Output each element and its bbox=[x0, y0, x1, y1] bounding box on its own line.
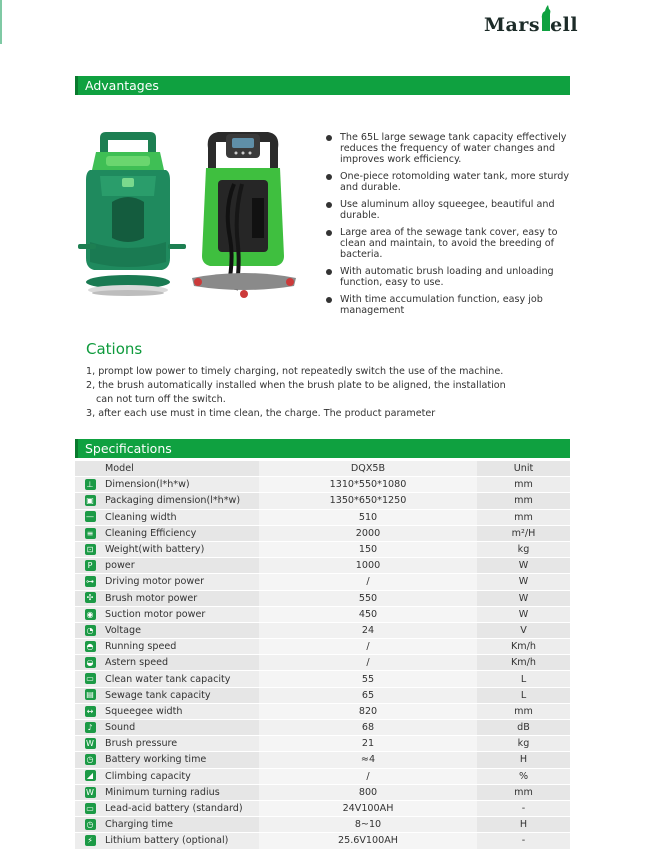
spec-value: 800 bbox=[259, 784, 477, 800]
spec-name: Sewage tank capacity bbox=[105, 687, 259, 703]
brush-motor-icon: ✣ bbox=[85, 592, 96, 603]
spec-unit: mm bbox=[477, 784, 570, 800]
spec-unit: mm bbox=[477, 477, 570, 493]
spec-value: 450 bbox=[259, 606, 477, 622]
spec-unit: H bbox=[477, 752, 570, 768]
spec-unit: mm bbox=[477, 509, 570, 525]
spec-unit: V bbox=[477, 622, 570, 638]
running-speed-icon: ◓ bbox=[85, 641, 96, 652]
battery-time-icon: ◷ bbox=[85, 754, 96, 765]
spec-name: Lithium battery (optional) bbox=[105, 833, 259, 849]
spec-value: 24 bbox=[259, 622, 477, 638]
spec-name: Suction motor power bbox=[105, 606, 259, 622]
table-row bbox=[75, 817, 570, 833]
astern-speed-icon: ◒ bbox=[85, 657, 96, 668]
advantages-list bbox=[325, 132, 575, 322]
table-row bbox=[75, 622, 570, 638]
spec-unit: Km/h bbox=[477, 655, 570, 671]
spec-unit: mm bbox=[477, 703, 570, 719]
table-row bbox=[75, 606, 570, 622]
spec-unit: W bbox=[477, 590, 570, 606]
table-row bbox=[75, 800, 570, 816]
spec-name: Minimum turning radius bbox=[105, 784, 259, 800]
dimension-icon: ⊥ bbox=[85, 479, 96, 490]
spec-value: / bbox=[259, 574, 477, 590]
spec-value: 24V100AH bbox=[259, 800, 477, 816]
spec-name: Cleaning width bbox=[105, 509, 259, 525]
charging-time-icon: ◷ bbox=[85, 819, 96, 830]
spec-name: Clean water tank capacity bbox=[105, 671, 259, 687]
spec-value: 510 bbox=[259, 509, 477, 525]
table-row bbox=[75, 541, 570, 557]
table-row bbox=[75, 590, 570, 606]
table-row bbox=[75, 493, 570, 509]
spec-unit: mm bbox=[477, 493, 570, 509]
spec-unit: W bbox=[477, 606, 570, 622]
advantage-item: With time accumulation function, easy job management bbox=[325, 294, 575, 316]
advantage-item: Use aluminum alloy squeegee, beautiful and durable. bbox=[325, 199, 575, 221]
spec-name: Brush pressure bbox=[105, 736, 259, 752]
cations-line-2: 2, the brush automatically installed when the brush plate to be aligned, the installation bbox=[86, 380, 506, 391]
spec-value: 820 bbox=[259, 703, 477, 719]
spec-unit: L bbox=[477, 687, 570, 703]
cations-text bbox=[86, 365, 556, 421]
advantages-header-accent bbox=[75, 76, 78, 95]
spec-value: 65 bbox=[259, 687, 477, 703]
spec-value: 25.6V100AH bbox=[259, 833, 477, 849]
advantage-item: Large area of the sewage tank cover, easy to clean and maintain, to avoid the breeding of bacteria. bbox=[325, 227, 575, 260]
turning-radius-icon: W bbox=[86, 787, 94, 797]
table-row bbox=[75, 833, 570, 849]
camel-icon bbox=[540, 17, 550, 31]
spec-unit: kg bbox=[477, 736, 570, 752]
spec-unit: Km/h bbox=[477, 639, 570, 655]
cations-line-2-cont: can not turn off the switch. bbox=[96, 394, 226, 405]
advantage-item: With automatic brush loading and unloading function, easy to use. bbox=[325, 266, 575, 288]
specifications-title: Specifications bbox=[85, 441, 172, 456]
specifications-table bbox=[75, 461, 570, 850]
spec-name: Astern speed bbox=[105, 655, 259, 671]
sewage-tank-icon: ▤ bbox=[86, 690, 94, 700]
spec-unit: kg bbox=[477, 541, 570, 557]
weight-icon: ⊡ bbox=[85, 544, 96, 555]
spec-name: Sound bbox=[105, 720, 259, 736]
voltage-icon: ◔ bbox=[85, 625, 96, 636]
spec-name: Charging time bbox=[105, 817, 259, 833]
sound-icon: ♪ bbox=[85, 722, 96, 733]
table-row bbox=[75, 768, 570, 784]
spec-unit: m²/H bbox=[477, 525, 570, 541]
cations-title: Cations bbox=[86, 340, 143, 358]
cations-line-1: 1, prompt low power to timely charging, not repeatedly switch the use of the machine. bbox=[86, 366, 504, 377]
efficiency-icon: ≡ bbox=[85, 528, 96, 539]
page-edge-line bbox=[0, 0, 2, 44]
spec-value: 1350*650*1250 bbox=[259, 493, 477, 509]
advantages-header bbox=[75, 76, 570, 95]
table-header-row bbox=[75, 461, 570, 477]
spec-unit: L bbox=[477, 671, 570, 687]
spec-unit: dB bbox=[477, 720, 570, 736]
spec-name: power bbox=[105, 558, 259, 574]
table-row bbox=[75, 655, 570, 671]
spec-name: Squeegee width bbox=[105, 703, 259, 719]
spec-value: 1310*550*1080 bbox=[259, 477, 477, 493]
spec-name: Battery working time bbox=[105, 752, 259, 768]
product-front-image bbox=[78, 130, 186, 300]
table-row bbox=[75, 639, 570, 655]
brand-text-end: ell bbox=[550, 14, 579, 36]
spec-value: 68 bbox=[259, 720, 477, 736]
spec-name: Lead-acid battery (standard) bbox=[105, 800, 259, 816]
spec-value: 150 bbox=[259, 541, 477, 557]
specifications-header bbox=[75, 439, 570, 458]
spec-value: 55 bbox=[259, 671, 477, 687]
header-model-label: Model bbox=[105, 461, 259, 477]
squeegee-width-icon: ↔ bbox=[85, 706, 96, 717]
spec-name: Driving motor power bbox=[105, 574, 259, 590]
product-back-image bbox=[190, 128, 298, 300]
suction-motor-icon: ◉ bbox=[85, 609, 96, 620]
driving-motor-icon: ⊶ bbox=[86, 577, 94, 587]
lithium-battery-icon: ⚡ bbox=[85, 835, 96, 846]
table-row bbox=[75, 703, 570, 719]
spec-unit: - bbox=[477, 833, 570, 849]
spec-name: Cleaning Efficiency bbox=[105, 525, 259, 541]
lead-acid-battery-icon: ▭ bbox=[86, 803, 94, 813]
table-row bbox=[75, 525, 570, 541]
spec-name: Packaging dimension(l*h*w) bbox=[105, 493, 259, 509]
spec-unit: % bbox=[477, 768, 570, 784]
spec-unit: W bbox=[477, 574, 570, 590]
clean-water-tank-icon: ▭ bbox=[86, 674, 94, 684]
spec-value: / bbox=[259, 768, 477, 784]
spec-name: Weight(with battery) bbox=[105, 541, 259, 557]
table-row bbox=[75, 784, 570, 800]
climbing-icon: ◢ bbox=[85, 770, 96, 781]
table-row bbox=[75, 720, 570, 736]
table-row bbox=[75, 558, 570, 574]
spec-unit: H bbox=[477, 817, 570, 833]
header-unit-label: Unit bbox=[477, 461, 570, 477]
table-row bbox=[75, 477, 570, 493]
spec-value: 21 bbox=[259, 736, 477, 752]
table-row bbox=[75, 736, 570, 752]
advantages-title: Advantages bbox=[85, 78, 159, 93]
spec-value: 550 bbox=[259, 590, 477, 606]
spec-unit: W bbox=[477, 558, 570, 574]
spec-value: / bbox=[259, 655, 477, 671]
package-icon: ▣ bbox=[86, 496, 94, 506]
spec-value: 8~10 bbox=[259, 817, 477, 833]
advantage-item: One-piece rotomolding water tank, more sturdy and durable. bbox=[325, 171, 575, 193]
brush-pressure-icon: W bbox=[86, 739, 94, 749]
spec-name: Climbing capacity bbox=[105, 768, 259, 784]
spec-name: Brush motor power bbox=[105, 590, 259, 606]
spec-value: ≈4 bbox=[259, 752, 477, 768]
table-row bbox=[75, 671, 570, 687]
table-row bbox=[75, 574, 570, 590]
table-row bbox=[75, 687, 570, 703]
specifications-header-accent bbox=[75, 439, 78, 458]
advantage-item: The 65L large sewage tank capacity effectively reduces the frequency of water changes and improves work efficiency. bbox=[325, 132, 575, 165]
spec-name: Running speed bbox=[105, 639, 259, 655]
spec-name: Voltage bbox=[105, 622, 259, 638]
spec-value: 1000 bbox=[259, 558, 477, 574]
brand-text-start: Mars bbox=[484, 14, 541, 36]
header-model-value: DQX5B bbox=[259, 461, 477, 477]
spec-value: 2000 bbox=[259, 525, 477, 541]
spec-value: / bbox=[259, 639, 477, 655]
table-row bbox=[75, 752, 570, 768]
spec-unit: - bbox=[477, 800, 570, 816]
table-row bbox=[75, 509, 570, 525]
cleaning-width-icon: — bbox=[86, 512, 94, 522]
power-icon: P bbox=[85, 560, 96, 571]
cations-line-3: 3, after each use must in time clean, the charge. The product parameter bbox=[86, 408, 436, 419]
spec-name: Dimension(l*h*w) bbox=[105, 477, 259, 493]
header-icon-cell bbox=[75, 461, 105, 477]
brand-logo bbox=[484, 14, 578, 36]
